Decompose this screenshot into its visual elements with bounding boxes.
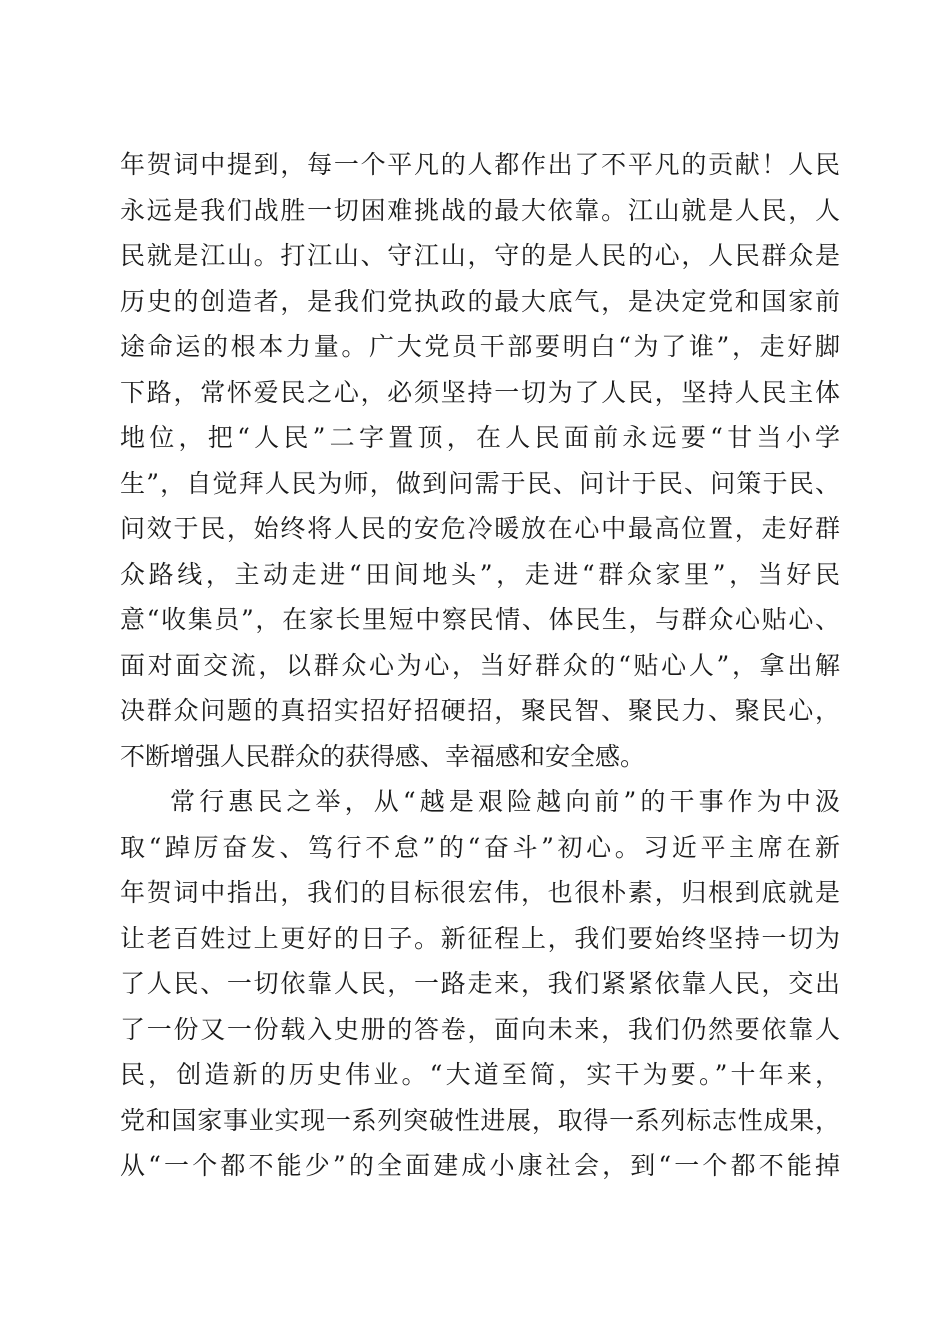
text-line: 永远是我们战胜一切困难挑战的最大依靠。江山就是人民，人 — [120, 195, 840, 225]
text-line: 从“一个都不能少”的全面建成小康社会，到“一个都不能掉 — [120, 1151, 840, 1180]
text-line: 年贺词中提到，每一个平凡的人都作出了不平凡的贡献！人民 — [120, 150, 840, 179]
text-line: 让老百姓过上更好的日子。新征程上，我们要始终坚持一切为 — [120, 923, 840, 953]
text-line: 意“收集员”，在家长里短中察民情、体民生，与群众心贴心、 — [120, 605, 840, 634]
paragraph-first-line: 常行惠民之举，从“越是艰险越向前”的干事作为中汲 — [170, 787, 840, 816]
text-line: 民就是江山。打江山、守江山，守的是人民的心，人民群众是 — [120, 241, 840, 270]
text-line: 问效于民，始终将人民的安危冷暖放在心中最高位置，走好群 — [120, 514, 840, 543]
text-line: 面对面交流，以群众心为心，当好群众的“贴心人”，拿出解 — [120, 650, 840, 680]
text-line: 取“踔厉奋发、笃行不怠”的“奋斗”初心。习近平主席在新 — [120, 832, 840, 862]
text-line: 众路线，主动走进“田间地头”，走进“群众家里”，当好民 — [120, 559, 840, 589]
text-line: 下路，常怀爱民之心，必须坚持一切为了人民，坚持人民主体 — [120, 377, 840, 407]
text-line: 民，创造新的历史伟业。“大道至简，实干为要。”十年来， — [120, 1060, 840, 1089]
text-line: 历史的创造者，是我们党执政的最大底气，是决定党和国家前 — [120, 286, 840, 316]
text-line: 党和国家事业实现一系列突破性进展，取得一系列标志性成果， — [120, 1105, 840, 1135]
text-line: 不断增强人民群众的获得感、幸福感和安全感。 — [120, 741, 646, 771]
text-line: 决群众问题的真招实招好招硬招，聚民智、聚民力、聚民心， — [120, 696, 840, 725]
text-line: 途命运的根本力量。广大党员干部要明白“为了谁”，走好脚 — [120, 332, 840, 361]
text-line: 了一份又一份载入史册的答卷，面向未来，我们仍然要依靠人 — [120, 1014, 840, 1044]
text-line: 生”，自觉拜人民为师，做到问需于民、问计于民、问策于民、 — [120, 468, 840, 498]
text-line: 年贺词中指出，我们的目标很宏伟，也很朴素，归根到底就是 — [120, 878, 840, 907]
body-text — [120, 142, 840, 1189]
text-line: 地位，把“人民”二字置顶，在人民面前永远要“甘当小学 — [120, 423, 840, 452]
text-line: 了人民、一切依靠人民，一路走来，我们紧紧依靠人民，交出 — [120, 969, 840, 998]
